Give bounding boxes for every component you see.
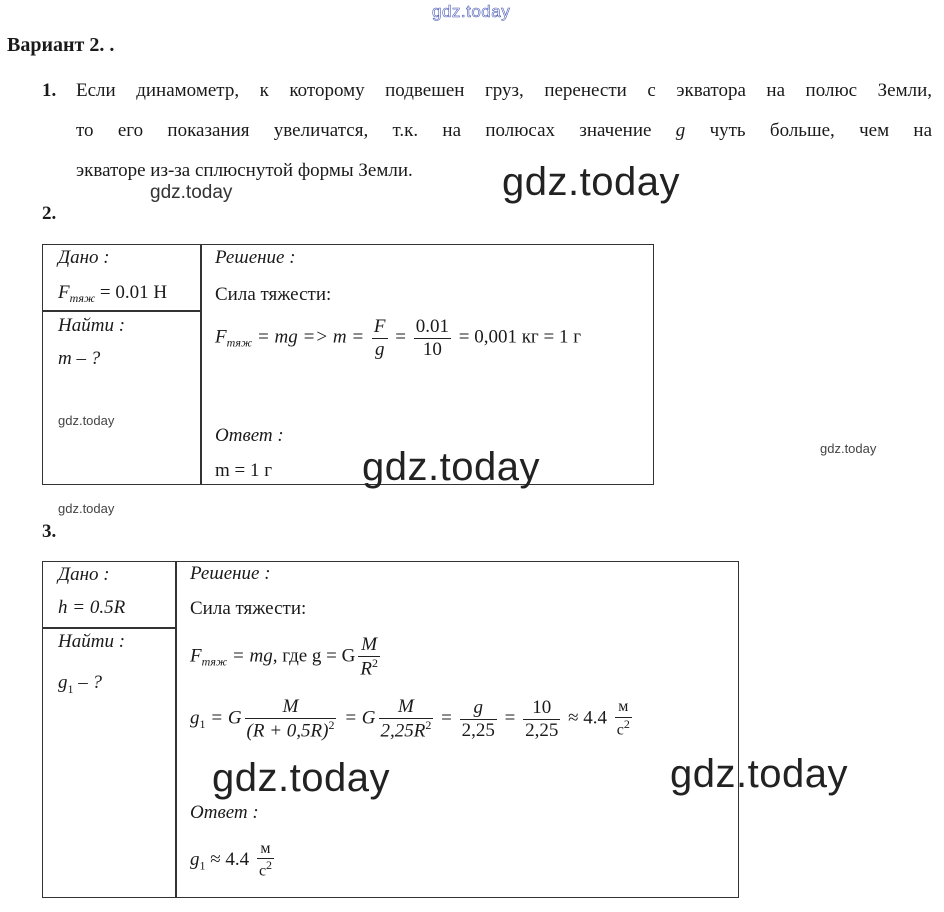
watermark-big-2: gdz.today bbox=[362, 445, 540, 489]
task2-gravity-label: Сила тяжести: bbox=[215, 284, 332, 305]
watermark-big-1: gdz.today bbox=[502, 160, 680, 204]
task2-table bbox=[42, 244, 654, 485]
task3-answer-value: $g_1 \approx 4.4$ $\frac{м}{с^2}$ bbox=[190, 840, 273, 880]
watermark-small-3: gdz.today bbox=[58, 501, 115, 516]
task3-divider-horizontal bbox=[42, 627, 176, 629]
task1-number: 1. bbox=[42, 80, 57, 101]
task3-eq2-fraction-1: $\frac{M}{(R + 0,5R)^2}$ bbox=[246, 696, 335, 742]
task2-given-value: $F_{тяж} = 0.01$ Н bbox=[58, 282, 168, 305]
task2-equation: $F_{тяж}$ = mg => m = $\frac{F}{g}$ = $\frac{0.01}{10}$ = 0,001 кг = 1 г bbox=[215, 316, 581, 360]
task3-answer-unit: $\frac{м}{с^2}$ bbox=[258, 840, 273, 880]
task3-eq2-unit: $\frac{м}{с^2}$ bbox=[616, 698, 630, 739]
task3-find-value: $g_1$ – ? bbox=[58, 672, 102, 696]
task3-solution-label: Решение : bbox=[190, 563, 271, 584]
watermark-small-2: gdz.today bbox=[820, 441, 877, 456]
task3-eq2-fraction-4: $\frac{10}{2,25}$ bbox=[525, 696, 559, 741]
task2-find-value: m – ? bbox=[58, 348, 101, 369]
task2-divider-vertical bbox=[200, 244, 202, 485]
task2-solution-label: Решение : bbox=[215, 247, 296, 268]
variant-title: Вариант 2. . bbox=[7, 34, 115, 56]
task3-equation-1: $F_{тяж}$ = mg, где g = G $\frac{M}{R^2}$ bbox=[190, 634, 378, 680]
task3-answer-label: Ответ : bbox=[190, 802, 259, 823]
watermark-medium-1: gdz.today bbox=[150, 182, 233, 203]
task2-fraction-1: $\frac{F}{g}$ bbox=[373, 316, 386, 360]
task3-gravity-label: Сила тяжести: bbox=[190, 598, 307, 619]
task2-number: 2. bbox=[42, 203, 57, 224]
watermark-top: gdz.today bbox=[432, 2, 511, 21]
task2-divider-horizontal bbox=[42, 310, 201, 312]
task3-eq2-fraction-2: $\frac{M}{2,25R^2}$ bbox=[380, 696, 432, 742]
task3-number: 3. bbox=[42, 521, 57, 542]
task2-given-label: Дано : bbox=[58, 247, 110, 268]
task3-find-label: Найти : bbox=[58, 631, 126, 652]
watermark-big-3: gdz.today bbox=[212, 756, 390, 800]
task3-equation-2: $g_1 = G$ $\frac{M}{(R + 0,5R)^2}$ = G $\frac{M}{2,25R^2}$ = $\frac{g}{2,25}$ = $\frac{10}{2,25}$ ≈ 4.4 $\frac{м}{с^2}$ bbox=[190, 696, 630, 742]
task1-line2-g: g bbox=[675, 120, 686, 141]
task1-line1: Если динамометр, к которому подвешен груз, перенести с экватора на полюс Земли, bbox=[76, 80, 932, 101]
task2-answer-label: Ответ : bbox=[215, 425, 284, 446]
task2-answer-value: m = 1 г bbox=[215, 460, 273, 481]
task1-line2-a: то его показания увеличатся, т.к. на полюсах значение bbox=[76, 120, 652, 141]
task1-line2 bbox=[76, 120, 932, 142]
task2-find-label: Найти : bbox=[58, 315, 126, 336]
task1-line3: экваторе из-за сплюснутой формы Земли. bbox=[76, 160, 413, 181]
task3-divider-vertical bbox=[175, 561, 177, 898]
task2-fraction-2: $\frac{0.01}{10}$ bbox=[415, 316, 449, 360]
task3-eq1-fraction: $\frac{M}{R^2}$ bbox=[360, 634, 378, 680]
task1-line2-b: чуть больше, чем на bbox=[709, 120, 933, 141]
watermark-big-4: gdz.today bbox=[670, 752, 848, 796]
task3-eq2-fraction-3: $\frac{g}{2,25}$ bbox=[461, 696, 495, 741]
task3-given-label: Дано : bbox=[58, 564, 110, 585]
task3-given-value: h = 0.5R bbox=[58, 597, 126, 618]
watermark-small-1: gdz.today bbox=[58, 413, 115, 428]
